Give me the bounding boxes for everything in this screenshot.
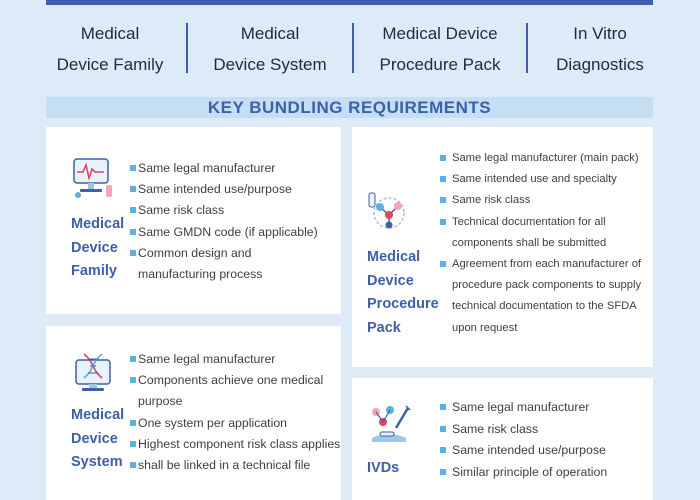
card-ivds — [352, 378, 653, 500]
list-item: Same legal manufacturer — [138, 158, 318, 179]
type-in-vitro-diagnostics: In Vitro Diagnostics — [556, 24, 644, 74]
list-item-continuation: procedure pack components to supply — [452, 279, 642, 292]
bullet-icon — [440, 426, 446, 432]
bullet-icon — [440, 404, 446, 410]
requirements-list — [452, 148, 641, 339]
bullet-icon — [130, 420, 136, 426]
list-item: Same risk class — [138, 200, 318, 221]
list-item: One system per application — [138, 413, 340, 434]
list-item: Common design and — [138, 243, 318, 264]
type-medical-device-family: Medical Device Family — [56, 24, 164, 74]
list-item: Same risk class — [452, 419, 607, 441]
section-title: KEY BUNDLING REQUIREMENTS — [207, 97, 492, 117]
list-item: Same legal manufacturer — [452, 397, 607, 419]
device-types-row — [34, 14, 674, 84]
bullet-icon — [440, 447, 446, 453]
card-title: Medical Device Family — [71, 216, 125, 279]
card-title: Medical Device System — [71, 407, 125, 470]
section-header-bar — [46, 97, 653, 118]
requirements-list — [452, 397, 607, 483]
bullet-icon — [130, 229, 136, 235]
bullet-icon — [130, 207, 136, 213]
list-item: Technical documentation for all — [452, 212, 641, 233]
bullet-icon — [130, 462, 136, 468]
bullet-icon — [130, 356, 136, 362]
bullet-icon — [130, 377, 136, 383]
medical-monitor-icon — [70, 155, 116, 201]
list-item-continuation: manufacturing process — [138, 267, 263, 282]
card-medical-device-family — [46, 127, 341, 314]
bullet-icon — [440, 176, 446, 182]
bullet-icon — [130, 165, 136, 171]
card-title: Medical Device Procedure Pack — [367, 249, 439, 336]
bullet-icon — [440, 219, 446, 225]
card-procedure-pack — [352, 127, 653, 367]
list-item-continuation: purpose — [138, 394, 183, 409]
card-title: IVDs — [367, 460, 400, 476]
requirements-list — [138, 349, 340, 476]
type-procedure-pack: Medical Device Procedure Pack — [379, 24, 501, 74]
bullet-icon — [440, 261, 446, 267]
bullet-icon — [440, 469, 446, 475]
molecule-icon — [366, 189, 412, 235]
bullet-icon — [440, 155, 446, 161]
dna-monitor-icon — [70, 350, 116, 396]
bullet-icon — [130, 441, 136, 447]
list-item: Same risk class — [452, 190, 641, 211]
bullet-icon — [440, 197, 446, 203]
bullet-icon — [130, 250, 136, 256]
requirements-list — [138, 158, 318, 285]
list-item-continuation: components shall be submitted — [452, 236, 607, 249]
list-item: Agreement from each manufacturer of — [452, 254, 641, 275]
type-medical-device-system: Medical Device System — [213, 24, 327, 74]
list-item: Components achieve one medical — [138, 370, 340, 391]
list-item: Highest component risk class applies — [138, 434, 340, 455]
list-item-continuation: upon request — [452, 321, 518, 334]
list-item: Similar principle of operation — [452, 462, 607, 484]
list-item: shall be linked in a technical file — [138, 455, 340, 476]
list-item: Same intended use/purpose — [452, 440, 607, 462]
list-item: Same intended use and specialty — [452, 169, 641, 190]
list-item: Same legal manufacturer — [138, 349, 340, 370]
card-medical-device-system — [46, 326, 341, 500]
bullet-icon — [130, 186, 136, 192]
lab-syringe-icon — [366, 402, 412, 448]
list-item-continuation: technical documentation to the SFDA — [452, 300, 637, 313]
list-item: Same GMDN code (if applicable) — [138, 222, 318, 243]
list-item: Same legal manufacturer (main pack) — [452, 148, 641, 169]
list-item: Same intended use/purpose — [138, 179, 318, 200]
top-header-bar — [46, 0, 653, 5]
